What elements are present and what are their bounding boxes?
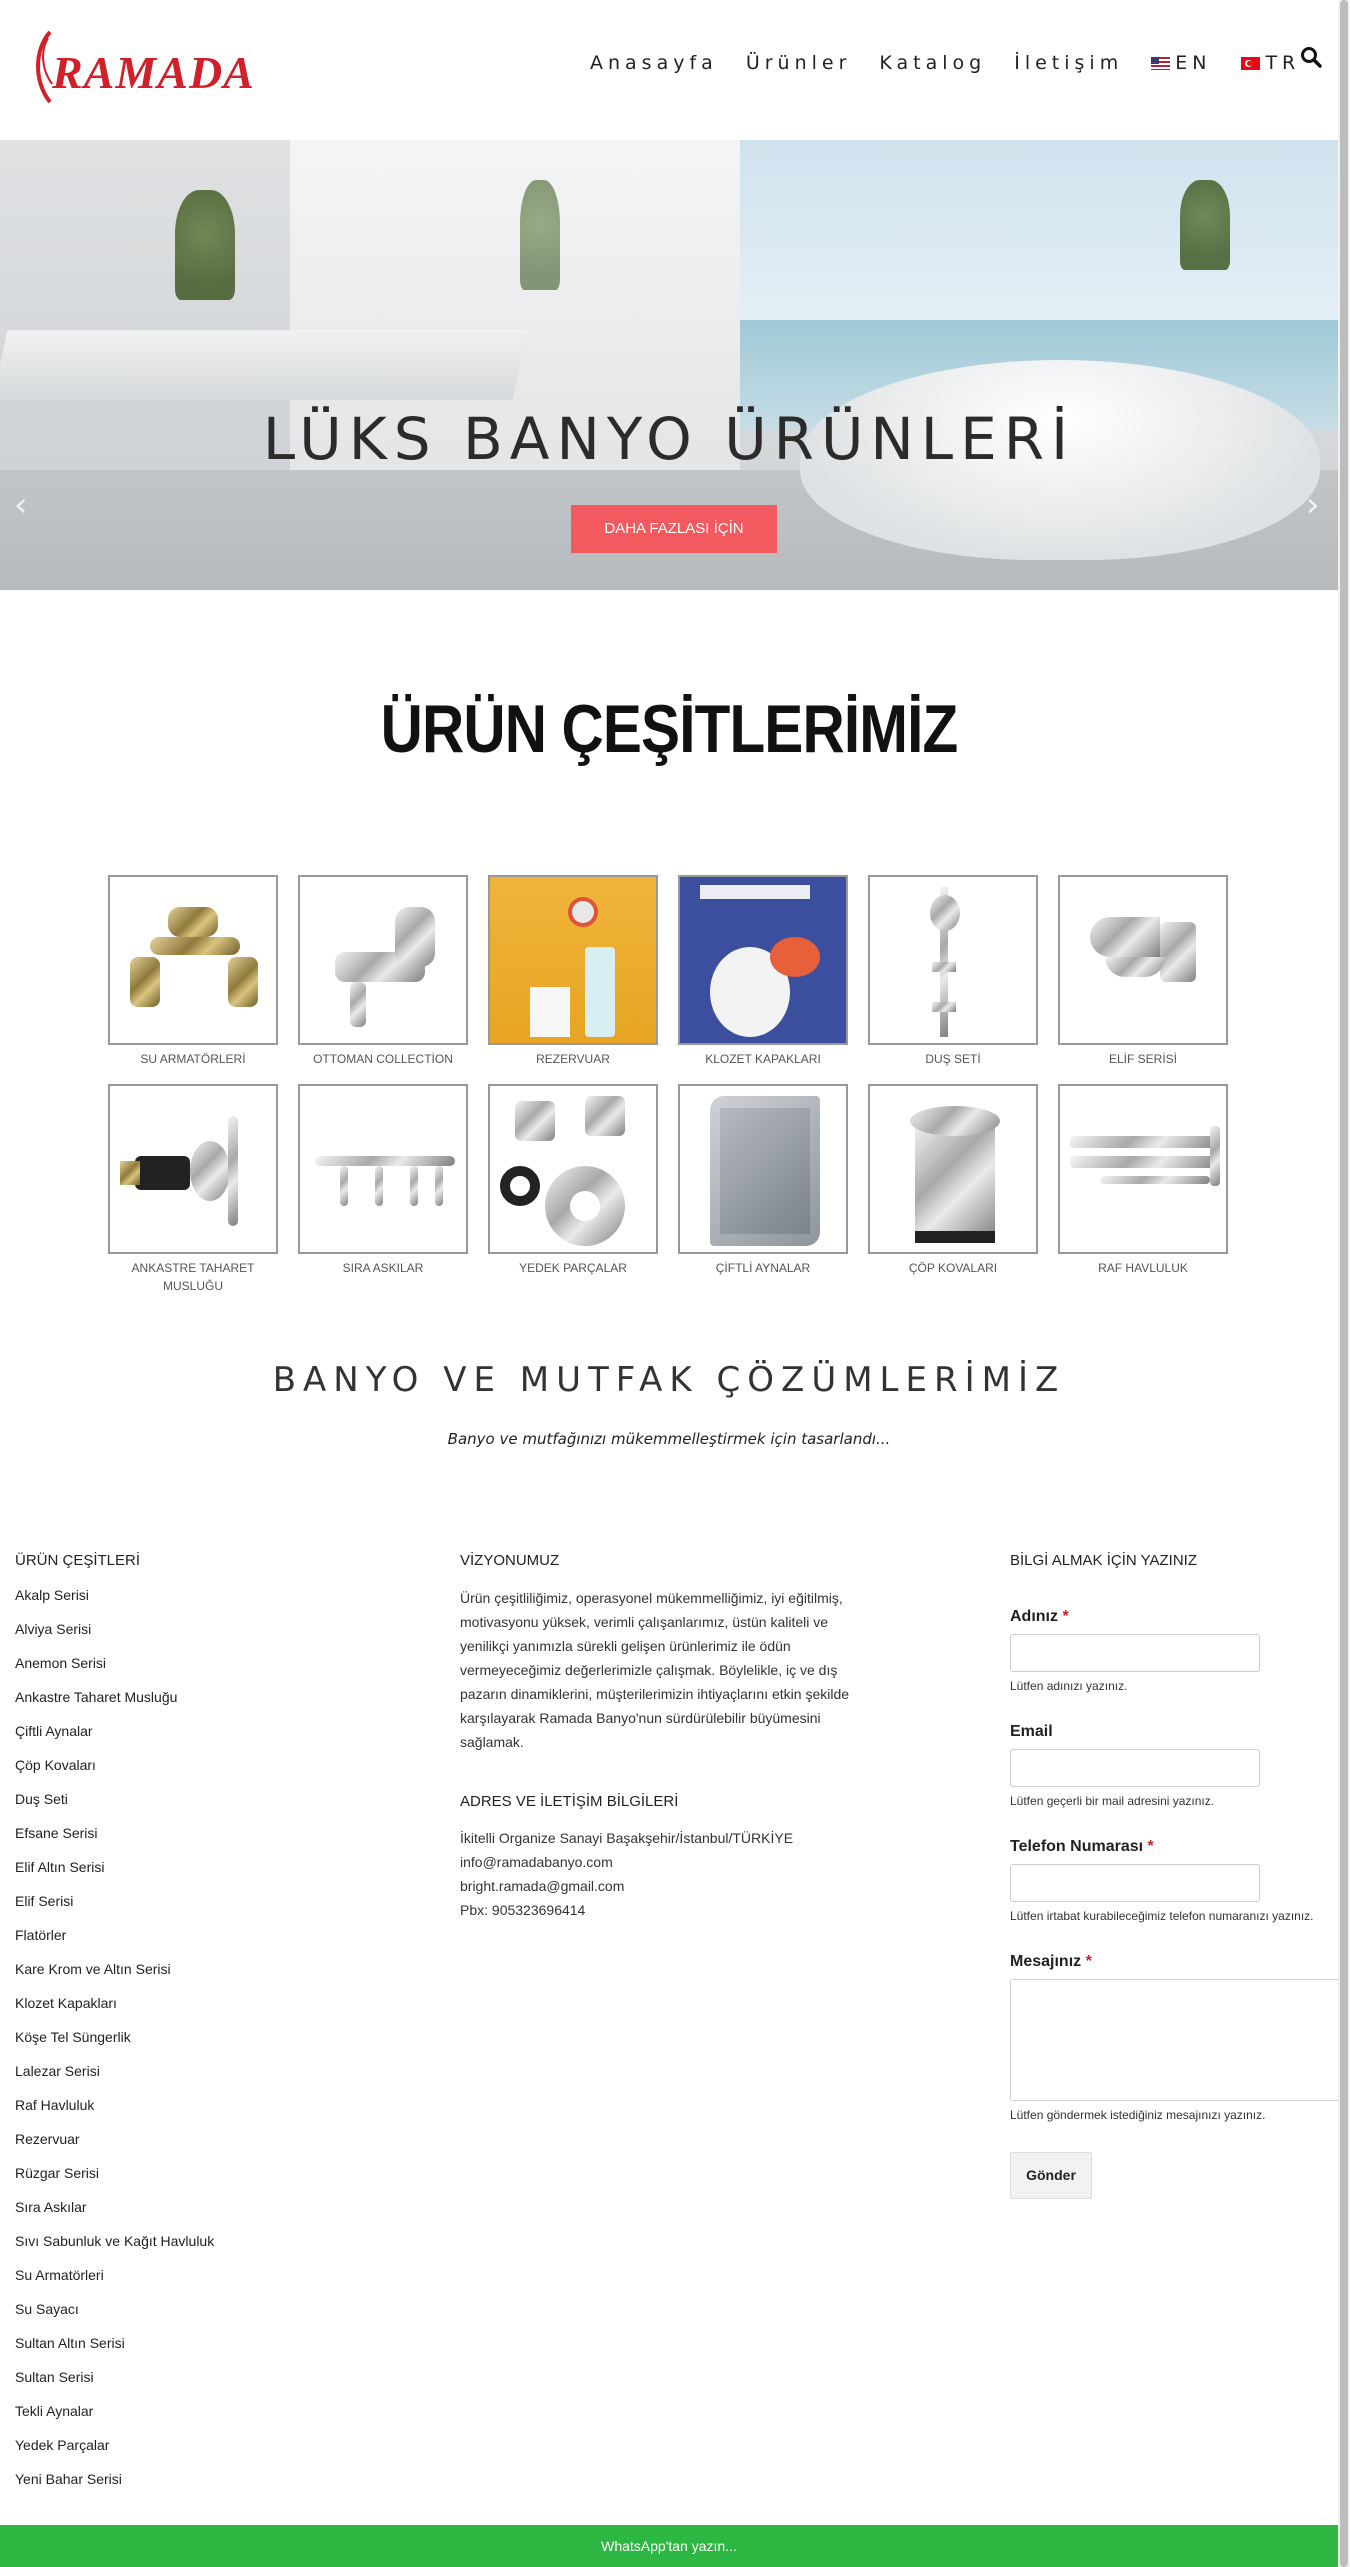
product-label[interactable]: ANKASTRE TAHARET MUSLUĞU	[131, 1261, 255, 1293]
nav-catalog[interactable]: Katalog	[879, 52, 987, 74]
solutions-title: BANYO VE MUTFAK ÇÖZÜMLERİMİZ	[272, 1360, 1066, 1400]
product-card[interactable]	[488, 875, 658, 1068]
product-label[interactable]: YEDEK PARÇALAR	[519, 1261, 627, 1275]
nav-home[interactable]: Anasayfa	[590, 52, 718, 74]
product-card[interactable]	[678, 875, 848, 1068]
concealed-valve-icon[interactable]	[108, 1084, 278, 1254]
category-link[interactable]: Tekli Aynalar	[15, 2403, 94, 2419]
category-link[interactable]: Sultan Altın Serisi	[15, 2335, 125, 2351]
category-link[interactable]: Akalp Serisi	[15, 1587, 89, 1603]
ramada-logo[interactable]	[28, 28, 255, 106]
nav-products[interactable]: Ürünler	[745, 52, 852, 74]
category-link[interactable]: Su Armatörleri	[15, 2267, 104, 2283]
nav-contact[interactable]: İletişim	[1014, 52, 1124, 74]
product-label[interactable]: ÇÖP KOVALARI	[908, 1261, 998, 1275]
hero-bg-sky	[740, 140, 1338, 340]
product-label[interactable]: REZERVUAR	[536, 1052, 610, 1066]
product-card[interactable]	[298, 1084, 468, 1277]
category-link[interactable]: Yeni Bahar Serisi	[15, 2471, 122, 2487]
search-icon[interactable]	[1300, 46, 1322, 68]
name-field[interactable]	[1010, 1634, 1260, 1672]
products-section-title: ÜRÜN ÇEŞİTLERİMİZ	[380, 691, 958, 767]
hero-bg-counter	[0, 330, 527, 400]
product-card[interactable]	[1058, 875, 1228, 1068]
address-title: ADRES VE İLETİŞİM BİLGİLERİ	[460, 1793, 679, 1810]
product-card[interactable]	[488, 1084, 658, 1277]
email-field[interactable]	[1010, 1749, 1260, 1787]
chrome-faucet-icon[interactable]	[298, 875, 468, 1045]
phone-field[interactable]	[1010, 1864, 1260, 1902]
product-card[interactable]	[108, 875, 278, 1068]
us-flag-icon	[1151, 57, 1170, 70]
product-label[interactable]: KLOZET KAPAKLARI	[705, 1052, 821, 1066]
site-header	[0, 0, 1338, 140]
category-link[interactable]: Kare Krom ve Altın Serisi	[15, 1961, 171, 1977]
lang-en-label: EN	[1175, 52, 1212, 74]
category-link[interactable]: Anemon Serisi	[15, 1655, 107, 1671]
category-link[interactable]: Elif Altın Serisi	[15, 1859, 105, 1875]
phone-label: Telefon Numarası *	[1010, 1838, 1154, 1855]
robe-hook-icon[interactable]	[1058, 875, 1228, 1045]
toilet-seat-icon[interactable]	[678, 875, 848, 1045]
category-link[interactable]: Raf Havluluk	[15, 2097, 95, 2113]
scrollbar-thumb[interactable]	[1340, 0, 1348, 2567]
email-help: Lütfen geçerli bir mail adresini yazınız.	[1010, 1794, 1215, 1808]
product-label[interactable]: ÇİFTLİ AYNALAR	[715, 1261, 811, 1275]
required-mark: *	[1085, 1953, 1092, 1970]
logo-text: RAMADA	[52, 47, 255, 98]
message-label: Mesajınız *	[1010, 1953, 1092, 1970]
required-mark: *	[1147, 1838, 1154, 1855]
plant-icon	[1180, 180, 1230, 270]
hero-more-button[interactable]: DAHA FAZLASI İÇİN	[571, 505, 777, 553]
category-link[interactable]: Alviya Serisi	[15, 1621, 92, 1637]
submit-button[interactable]: Gönder	[1010, 2152, 1092, 2199]
product-card[interactable]	[678, 1084, 848, 1277]
towel-rack-icon[interactable]	[1058, 1084, 1228, 1254]
category-link[interactable]: Sıra Askılar	[15, 2199, 87, 2215]
slider-next-arrow[interactable]: ›	[1306, 485, 1320, 525]
email-link[interactable]: bright.ramada@gmail.com	[460, 1878, 625, 1894]
product-card[interactable]	[298, 875, 468, 1068]
lang-tr-link[interactable]	[1241, 52, 1300, 74]
trash-bin-icon[interactable]	[868, 1084, 1038, 1254]
shower-set-icon[interactable]	[868, 875, 1038, 1045]
spare-parts-icon[interactable]	[488, 1084, 658, 1254]
vision-text: Ürün çeşitliliğimiz, operasyonel mükemmelliğimiz, iyi eğitilmiş, motivasyonu yüksek, verimli çalışanlarımız, üstün kaliteli ve yenilikçi yanımızla sürekli gelişen ürünlerimiz ile ödün vermeyeceğimiz değerlerimizle çalışmak. Böylelikle, iç ve dış pazarın dinamiklerini, müşterilerimizin ihtiyaçlarını etkin şekilde karşılayarak Ramada Banyo'nun sürdürülebilir büyümesini sağlamak.	[460, 1590, 850, 1750]
message-help: Lütfen göndermek istediğiniz mesajınızı yazınız.	[1010, 2108, 1266, 2122]
category-link[interactable]: Ankastre Taharet Musluğu	[15, 1689, 178, 1705]
tr-flag-icon	[1241, 57, 1260, 70]
page-scrollbar[interactable]	[1338, 0, 1350, 2567]
product-card[interactable]	[868, 1084, 1038, 1277]
whatsapp-bar[interactable]: WhatsApp'tan yazın...	[0, 2525, 1338, 2567]
required-mark: *	[1062, 1608, 1069, 1625]
category-link[interactable]: Lalezar Serisi	[15, 2063, 100, 2079]
category-link[interactable]: Rezervuar	[15, 2131, 80, 2147]
phone-help: Lütfen irtabat kurabileceğimiz telefon numaranızı yazınız.	[1010, 1909, 1314, 1923]
categories-title: ÜRÜN ÇEŞİTLERİ	[15, 1552, 141, 1569]
plant-icon	[175, 190, 235, 300]
product-label[interactable]: SU ARMATÖRLERİ	[140, 1052, 246, 1066]
main-nav	[590, 52, 1330, 74]
product-label[interactable]: OTTOMAN COLLECTİON	[313, 1052, 453, 1066]
categories-list	[15, 1586, 214, 2504]
email-link[interactable]: info@ramadabanyo.com	[460, 1854, 613, 1870]
category-link[interactable]: Elif Serisi	[15, 1893, 74, 1909]
category-link[interactable]: Efsane Serisi	[15, 1825, 98, 1841]
lang-tr-label: TR	[1265, 52, 1301, 74]
email-label: Email	[1010, 1723, 1053, 1740]
category-link[interactable]: Sıvı Sabunluk ve Kağıt Havluluk	[15, 2233, 215, 2249]
category-link[interactable]: Sultan Serisi	[15, 2369, 94, 2385]
address-block	[460, 1826, 880, 1922]
category-link[interactable]: Flatörler	[15, 1927, 67, 1943]
category-link[interactable]: Rüzgar Serisi	[15, 2165, 100, 2181]
lang-en-link[interactable]	[1151, 52, 1211, 74]
form-title: BİLGİ ALMAK İÇİN YAZINIZ	[1010, 1552, 1197, 1569]
product-label[interactable]: DUŞ SETİ	[925, 1052, 981, 1066]
brass-faucet-icon[interactable]	[108, 875, 278, 1045]
hero-title: LÜKS BANYO ÜRÜNLERİ	[262, 405, 1076, 473]
name-label: Adınız *	[1010, 1608, 1069, 1625]
contact-form	[1010, 1608, 1340, 2199]
cistern-icon[interactable]	[488, 875, 658, 1045]
solutions-subtitle: Banyo ve mutfağınızı mükemmelleştirmek için tasarlandı...	[447, 1430, 891, 1448]
category-link[interactable]: Su Sayacı	[15, 2301, 79, 2317]
address-line: İkitelli Organize Sanayi Başakşehir/İstanbul/TÜRKİYE	[460, 1830, 794, 1846]
vision-title: VİZYONUMUZ	[460, 1552, 560, 1569]
product-card[interactable]	[1058, 1084, 1228, 1277]
product-label[interactable]: SIRA ASKILAR	[342, 1261, 424, 1275]
category-link[interactable]: Yedek Parçalar	[15, 2437, 110, 2453]
category-link[interactable]: Köşe Tel Süngerlik	[15, 2029, 131, 2045]
category-link[interactable]: Duş Seti	[15, 1791, 68, 1807]
product-card[interactable]	[868, 875, 1038, 1068]
category-link[interactable]: Çiftli Aynalar	[15, 1723, 93, 1739]
product-label[interactable]: RAF HAVLULUK	[1098, 1261, 1188, 1275]
product-label[interactable]: ELİF SERİSİ	[1108, 1052, 1178, 1066]
phone-number: Pbx: 905323696414	[460, 1902, 586, 1918]
product-card[interactable]	[108, 1084, 278, 1295]
message-textarea[interactable]	[1010, 1979, 1340, 2101]
plant-icon	[520, 180, 560, 290]
category-link[interactable]: Klozet Kapakları	[15, 1995, 117, 2011]
category-link[interactable]: Çöp Kovaları	[15, 1757, 96, 1773]
hook-rail-icon[interactable]	[298, 1084, 468, 1254]
name-help: Lütfen adınızı yazınız.	[1010, 1679, 1128, 1693]
slider-prev-arrow[interactable]: ‹	[14, 485, 28, 525]
mirror-icon[interactable]	[678, 1084, 848, 1254]
